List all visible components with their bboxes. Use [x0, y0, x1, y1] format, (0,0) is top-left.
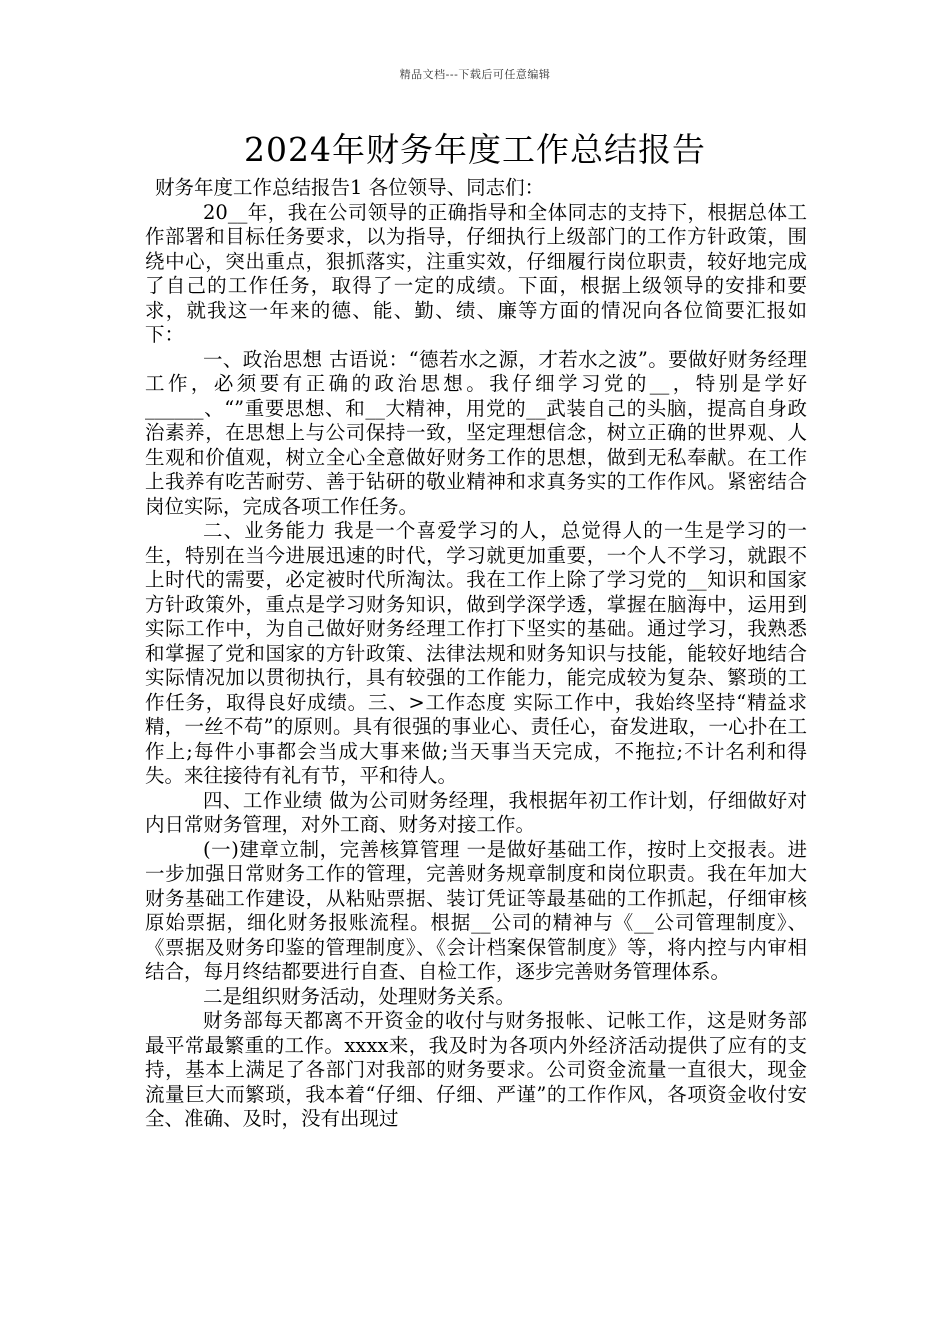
document-title: 2024年财务年度工作总结报告 [244, 130, 706, 169]
paragraph-ability: 二、业务能力 我是一个喜爱学习的人，总觉得人的一生是学习的一生，特别在当今进展迅速的时代，学习就更加重要，一个人不学习，就跟不上时代的需要，必定被时代所淘汰。我在工作上除了学习党的__知识和国家方针政策外，重点是学习财务知识，做到学深学透，掌握在脑海中，运用到实际工作中，为自己做好财务经理工作打下坚实的基础。通过学习，我熟悉和掌握了党和国家的方针政策、法律法规和财务知识与技能，能较好地结合实际情况加以贯彻执行，具有较强的工作能力，能完成较为复杂、繁琐的工作任务，取得良好成绩。三、>工作态度 实际工作中，我始终坚持“精益求精，一丝不苟”的原则。具有很强的事业心、责任心，奋发进取，一心扑在工作上;每件小事都会当成大事来做;当天事当天完成，不拖拉;不计名利和得失。来往接待有礼有节，平和待人。 [145, 519, 807, 787]
paragraph-intro: 20__年，我在公司领导的正确指导和全体同志的支持下，根据总体工作部署和目标任务要求，以为指导，仔细执行上级部门的工作方针政策，围绕中心，突出重点，狠抓落实，注重实效，仔细履行岗位职责，较好地完成了自己的工作任务，取得了一定的成绩。下面，根据上级领导的安排和要求，就我这一年来的德、能、勤、绩、廉等方面的情况向各位简要汇报如下： [145, 200, 807, 346]
paragraph-political: 一、政治思想 古语说：“德若水之源，才若水之波”。要做好财务经理工作，必须要有正确的政治思想。我仔细学习党的__，特别是学好______、“”重要思想、和__大精神，用党的__武装自己的头脑，提高自身政治素养，在思想上与公司保持一致，坚定理想信念，树立正确的世界观、人生观和价值观，树立全心全意做好财务工作的思想，做到无私奉献。在工作上我养有吃苦耐劳、善于钻研的敬业精神和求真务实的工作作风。紧密结合岗位实际，完成各项工作任务。 [145, 347, 807, 518]
paragraph-activities: 二是组织财务活动，处理财务关系。 [203, 984, 516, 1008]
paragraph-rules: (一)建章立制，完善核算管理 一是做好基础工作，按时上交报表。进一步加强日常财务工作的管理，完善财务规章制度和岗位职责。我在年加大财务基础工作建设，从粘贴票据、装订凭证等最基础的工作抓起，仔细审核原始票据，细化财务报账流程。根据__公司的精神与《__公司管理制度》、《票据及财务印鉴的管理制度》、《会计档案保管制度》等，将内控与内审相结合，每月终结都要进行自查、自检工作，逐步完善财务管理体系。 [145, 837, 807, 983]
header-note: 精品文档---下载后可任意编辑 [399, 68, 551, 81]
paragraph-performance: 四、工作业绩 做为公司财务经理，我根据年初工作计划，仔细做好对内日常财务管理，对外工商、财务对接工作。 [145, 788, 807, 836]
paragraph-cashflow: 财务部每天都离不开资金的收付与财务报帐、记帐工作，这是财务部最平常最繁重的工作。xxxx来，我及时为各项内外经济活动提供了应有的支持，基本上满足了各部门对我部的财务要求。公司资金流量一直很大，现金流量巨大而繁琐，我本着“仔细、仔细、严谨”的工作作风，各项资金收付安全、准确、及时，没有出现过 [145, 1009, 807, 1130]
paragraph-greeting: 财务年度工作总结报告1 各位领导、同志们： [155, 176, 545, 199]
document-body [145, 176, 807, 1132]
